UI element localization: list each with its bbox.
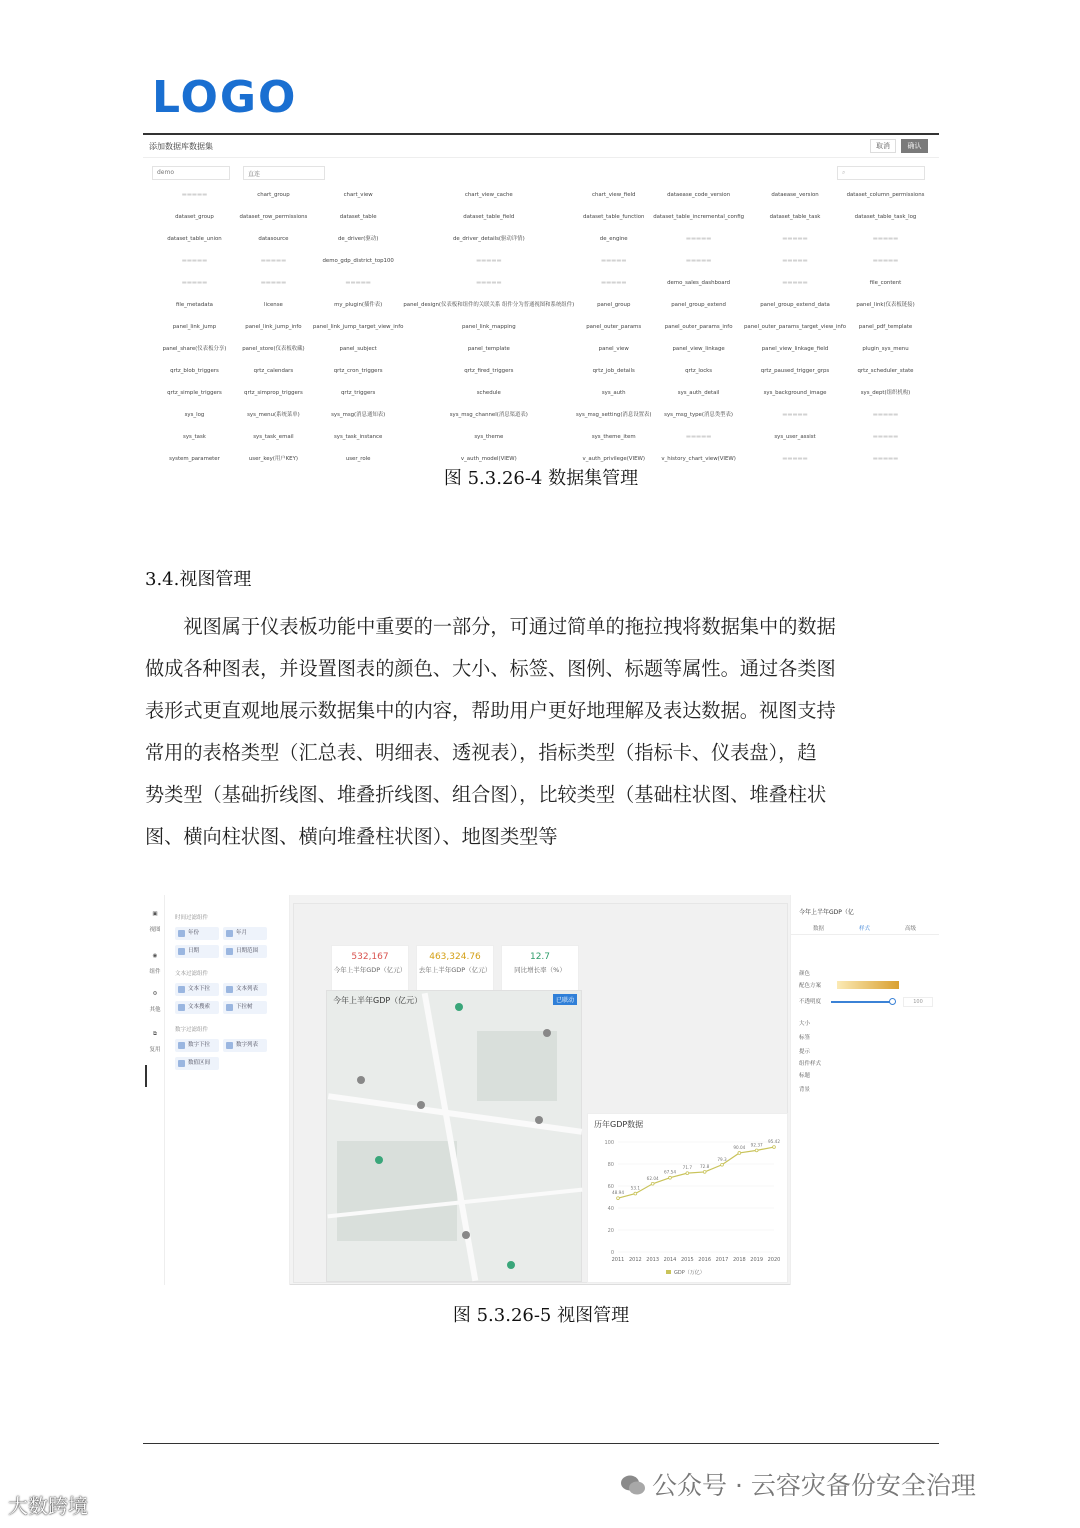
data-point — [686, 1172, 689, 1175]
paragraph-line: 表形式更直观地展示数据集中的内容，帮助用户更好地理解及表达数据。视图支持 — [145, 699, 836, 722]
legend-label: GDP（万亿） — [674, 1270, 705, 1276]
mode-select[interactable]: 直连 — [243, 166, 325, 180]
footer-divider — [143, 1443, 939, 1444]
title-section[interactable]: 标题 — [799, 1073, 811, 1079]
component-style-section[interactable]: 组件样式 — [799, 1061, 822, 1067]
data-point — [773, 1146, 776, 1149]
table-item[interactable]: qrtz_simple_triggers — [167, 390, 222, 396]
section-paragraph — [145, 606, 935, 858]
table-item[interactable]: ▬▬▬▬▬ — [872, 412, 899, 418]
table-item[interactable]: ▬▬▬▬▬ — [872, 456, 899, 462]
properties-panel — [790, 895, 938, 1285]
tab-style[interactable]: 样式 — [859, 926, 871, 932]
map-pin-icon[interactable] — [455, 1003, 463, 1011]
tooltip-section[interactable]: 提示 — [799, 1049, 811, 1055]
search-input[interactable] — [837, 166, 925, 180]
table-item[interactable]: dataset_table — [339, 214, 377, 220]
watermark-text: 大数跨境 — [8, 1494, 88, 1518]
table-item[interactable]: qrtz_locks — [685, 368, 713, 374]
x-tick-label: 2016 — [698, 1257, 712, 1263]
x-tick-label: 2013 — [646, 1257, 660, 1263]
watermark — [8, 1490, 88, 1519]
table-item[interactable]: panel_subject — [339, 346, 377, 352]
table-item[interactable]: panel_outer_params_info — [664, 324, 733, 330]
figure1-caption: 图 5.3.26-4 数据集管理 — [443, 468, 639, 489]
component-chip[interactable]: 文本下拉 — [175, 983, 219, 996]
table-item[interactable]: plugin_sys_menu — [862, 346, 909, 352]
data-label: 48.94 — [612, 1190, 624, 1196]
table-item[interactable]: panel_share(仪表板分享) — [162, 346, 227, 352]
table-item[interactable]: panel_view — [598, 346, 629, 352]
table-item[interactable]: ▬▬▬▬▬ — [872, 434, 899, 440]
table-item[interactable]: sys_msg(消息通知表) — [331, 412, 386, 418]
header-divider — [143, 133, 939, 135]
nav-other[interactable]: 其他 — [149, 1007, 161, 1013]
tab-advanced[interactable]: 高级 — [905, 926, 917, 932]
table-item[interactable]: demo_gdp_district_top100 — [322, 258, 394, 264]
left-nav — [143, 895, 165, 1285]
table-list — [155, 184, 925, 470]
table-item[interactable]: qrtz_paused_trigger_grps — [760, 368, 830, 374]
section-title: 3.4.视图管理 — [145, 569, 252, 590]
table-item[interactable]: qrtz_fired_triggers — [464, 368, 514, 374]
x-tick-label: 2015 — [680, 1257, 694, 1263]
table-item[interactable]: sys_auth_detail — [677, 390, 720, 396]
nav-reuse-icon[interactable]: ⧉ — [153, 1031, 157, 1037]
table-item[interactable]: ▬▬▬▬▬ — [782, 412, 808, 418]
kpi-value: 463,324.76 — [429, 952, 481, 962]
component-chip[interactable]: 数值区间 — [175, 1057, 219, 1070]
table-item[interactable]: panel_link_jump_info — [245, 324, 302, 330]
color-scheme-swatch[interactable] — [837, 981, 899, 989]
map-park — [337, 1141, 457, 1241]
component-chip[interactable]: 数字下拉 — [175, 1039, 219, 1052]
table-item[interactable]: ▬▬▬▬▬ — [181, 280, 208, 286]
table-item[interactable]: de_engine — [599, 236, 628, 242]
table-item[interactable]: panel_link_jump — [172, 324, 217, 330]
map-title: 今年上半年GDP（亿元） — [333, 996, 423, 1005]
table-item[interactable]: v_auth_privilege(VIEW) — [582, 456, 645, 462]
table-item[interactable]: sys_theme — [474, 434, 504, 440]
table-item[interactable]: sys_log — [184, 412, 205, 418]
x-tick-label: 2011 — [611, 1257, 625, 1263]
table-item[interactable]: sys_task_email — [253, 434, 294, 440]
x-tick-label: 2017 — [715, 1257, 729, 1263]
table-item[interactable]: qrtz_blob_triggers — [170, 368, 219, 374]
table-item[interactable]: sys_msg_type(消息类型表) — [664, 412, 734, 418]
group-title: 数字过滤组件 — [175, 1027, 209, 1033]
tab-data[interactable]: 数据 — [813, 926, 825, 932]
data-point — [669, 1176, 672, 1179]
table-item[interactable]: panel_group_extend — [671, 302, 726, 308]
table-item[interactable]: demo_sales_dashboard — [667, 280, 731, 286]
table-item[interactable]: user_key(用户KEY) — [248, 456, 298, 462]
background-section[interactable]: 背景 — [799, 1087, 811, 1093]
map-widget[interactable] — [326, 990, 582, 1282]
table-item[interactable]: dataset_row_permissions — [239, 214, 308, 220]
table-item[interactable]: panel_view_linkage — [672, 346, 725, 352]
paragraph-line: 势类型（基础折线图、堆叠折线图、组合图），比较类型（基础柱状图、堆叠柱状 — [145, 783, 827, 806]
data-label: 92.37 — [750, 1142, 763, 1148]
table-item[interactable]: sys_msg_setting(消息设置表) — [575, 412, 652, 418]
y-tick-label: 40 — [607, 1206, 614, 1212]
table-item[interactable]: panel_pdf_template — [858, 324, 913, 330]
confirm-button[interactable]: 确认 — [901, 139, 928, 153]
table-item[interactable]: file_metadata — [175, 302, 213, 308]
component-chip[interactable]: 文本列表 — [223, 983, 267, 996]
table-item[interactable]: ▬▬▬▬▬ — [782, 280, 808, 286]
data-point — [617, 1197, 620, 1200]
table-item[interactable]: ▬▬▬▬▬ — [600, 280, 627, 286]
line-chart-widget[interactable] — [587, 1113, 788, 1283]
dialog-title: 添加数据库数据集 — [149, 142, 213, 151]
data-label: 67.54 — [664, 1169, 676, 1175]
table-item[interactable]: system_parameter — [169, 456, 220, 462]
filter-components-panel — [165, 895, 290, 1285]
group-title: 时间过滤组件 — [175, 915, 209, 921]
kpi-value: 12.7 — [529, 952, 551, 962]
table-item[interactable]: ▬▬▬▬▬ — [345, 280, 371, 286]
x-tick-label: 2018 — [732, 1257, 746, 1263]
table-item[interactable]: datasource — [258, 236, 289, 242]
table-item[interactable]: ▬▬▬▬▬ — [260, 258, 287, 264]
map-pin-icon[interactable] — [535, 1116, 543, 1124]
nav-active-indicator — [145, 1065, 147, 1087]
data-point — [738, 1152, 741, 1155]
map-park — [477, 1031, 557, 1101]
opacity-label: 不透明度 — [799, 999, 822, 1005]
table-item[interactable]: dataease_version — [771, 192, 819, 198]
table-item[interactable]: license — [264, 302, 283, 308]
map-pin-icon[interactable] — [357, 1076, 365, 1084]
table-item[interactable]: dataset_table_task_log — [854, 214, 917, 220]
figure2-caption: 图 5.3.26-5 视图管理 — [452, 1305, 630, 1326]
component-chip[interactable]: 文本搜索 — [175, 1001, 219, 1014]
table-item[interactable]: de_driver(驱动) — [338, 236, 379, 242]
nav-component[interactable]: 组件 — [149, 969, 161, 975]
table-item[interactable]: sys_task_instance — [333, 434, 383, 440]
table-item[interactable]: ▬▬▬▬▬ — [782, 456, 808, 462]
data-label: 95.42 — [768, 1139, 780, 1145]
search-icon: ⌕ — [842, 169, 846, 176]
map-pin-icon[interactable] — [543, 1029, 551, 1037]
chart-title: 历年GDP数据 — [594, 1120, 644, 1129]
table-item[interactable]: v_history_chart_view(VIEW) — [661, 456, 736, 462]
data-label: 71.7 — [682, 1165, 692, 1171]
table-item[interactable]: ▬▬▬▬▬ — [600, 258, 627, 264]
nav-reuse[interactable]: 复用 — [149, 1047, 161, 1053]
table-item[interactable]: panel_link(仪表板链接) — [856, 302, 915, 308]
table-item[interactable]: sys_background_image — [763, 390, 827, 396]
table-item[interactable]: ▬▬▬▬▬ — [476, 280, 502, 286]
table-item[interactable]: ▬▬▬▬▬ — [685, 434, 712, 440]
table-item[interactable]: file_content — [869, 280, 902, 286]
color-scheme-label: 配色方案 — [799, 983, 822, 989]
table-item[interactable]: v_auth_model(VIEW) — [460, 456, 517, 462]
opacity-slider-handle[interactable] — [889, 998, 896, 1005]
data-point — [634, 1192, 637, 1195]
table-item[interactable]: sys_user_assist — [774, 434, 816, 440]
y-tick-label: 0 — [610, 1250, 614, 1256]
x-tick-label: 2020 — [767, 1257, 781, 1263]
table-item[interactable]: panel_link_mapping — [462, 324, 516, 330]
table-item[interactable]: panel_link_jump_target_view_info — [312, 324, 404, 330]
table-item[interactable]: ▬▬▬▬▬ — [782, 258, 808, 264]
y-tick-label: 20 — [607, 1228, 614, 1234]
kpi-label: 同比增长率（%） — [514, 966, 566, 974]
kpi-value: 532,167 — [351, 952, 389, 962]
data-point — [721, 1163, 724, 1166]
y-tick-label: 60 — [607, 1184, 614, 1190]
table-item[interactable]: sys_menu(系统菜单) — [247, 412, 300, 418]
kpi-card[interactable] — [416, 945, 494, 991]
table-item[interactable]: panel_store(仪表板收藏) — [242, 346, 305, 352]
table-item[interactable]: ▬▬▬▬▬ — [181, 258, 208, 264]
nav-other-icon[interactable]: ⚙ — [152, 991, 158, 997]
nav-view[interactable]: 视图 — [149, 927, 161, 933]
table-item[interactable]: ▬▬▬▬▬ — [872, 236, 899, 242]
nav-component-icon[interactable]: ◉ — [152, 953, 158, 959]
y-tick-label: 100 — [604, 1140, 614, 1146]
table-item[interactable]: qrtz_scheduler_state — [857, 368, 914, 374]
group-title: 文本过滤组件 — [175, 971, 209, 977]
table-item[interactable]: ▬▬▬▬▬ — [872, 258, 899, 264]
kpi-label: 去年上半年GDP（亿元） — [418, 966, 492, 974]
table-item[interactable]: panel_outer_params — [586, 324, 642, 330]
data-point — [755, 1149, 758, 1152]
component-chip[interactable]: 下拉树 — [223, 1001, 267, 1014]
table-item[interactable]: panel_view_linkage_field — [761, 346, 829, 352]
table-item[interactable]: chart_view_cache — [464, 192, 513, 198]
x-tick-label: 2012 — [628, 1257, 642, 1263]
table-item[interactable]: dataset_column_permissions — [846, 192, 925, 198]
map-pin-icon[interactable] — [462, 1231, 470, 1239]
datasource-select[interactable]: demo — [152, 166, 230, 180]
table-item[interactable]: sys_msg_channel(消息渠道表) — [449, 412, 528, 418]
x-tick-label: 2014 — [663, 1257, 677, 1263]
table-item[interactable]: dataset_table_incremental_config — [653, 214, 745, 220]
table-item[interactable]: dataset_group — [175, 214, 214, 220]
table-item[interactable]: qrtz_simprop_triggers — [244, 390, 303, 396]
table-item[interactable]: my_plugin(插件表) — [334, 302, 383, 308]
table-item[interactable]: sys_dept(组织机构) — [860, 390, 911, 396]
table-item[interactable]: panel_group_extend_data — [760, 302, 830, 308]
data-point — [703, 1171, 706, 1174]
table-item[interactable]: user_role — [345, 456, 371, 462]
size-section[interactable]: 大小 — [799, 1021, 811, 1027]
account-credit — [620, 1466, 976, 1502]
data-label: 53.1 — [630, 1185, 640, 1191]
kpi-label: 今年上半年GDP（亿元） — [333, 966, 407, 974]
logo: LOGO — [152, 72, 298, 123]
paragraph-line: 做成各种图表，并设置图表的颜色、大小、标签、图例、标题等属性。通过各类图 — [145, 657, 836, 680]
data-label: 90.04 — [733, 1144, 746, 1150]
table-item[interactable]: dataset_table_union — [167, 236, 222, 242]
color-section[interactable]: 颜色 — [799, 971, 811, 977]
view-editor-screenshot — [143, 895, 938, 1285]
table-item[interactable]: qrtz_job_details — [592, 368, 635, 374]
table-item[interactable]: dataset_table_task — [769, 214, 821, 220]
table-item[interactable]: schedule — [476, 390, 501, 396]
table-item[interactable]: chart_view — [343, 192, 373, 198]
legend-swatch — [666, 1270, 671, 1274]
properties-tabs — [791, 923, 939, 935]
table-item[interactable]: dataease_code_version — [667, 192, 731, 198]
table-item[interactable]: sys_task — [183, 434, 206, 440]
table-item[interactable]: ▬▬▬▬▬ — [260, 280, 287, 286]
linkage-tag[interactable]: 已联动 — [553, 994, 577, 1005]
line-chart — [588, 1114, 789, 1284]
data-point — [651, 1182, 654, 1185]
table-item[interactable]: chart_view_field — [591, 192, 636, 198]
map-pin-icon[interactable] — [507, 1261, 515, 1269]
y-tick-label: 80 — [607, 1162, 614, 1168]
table-item[interactable]: panel_outer_params_target_view_info — [744, 324, 847, 330]
opacity-input[interactable]: 100 — [903, 997, 933, 1007]
kpi-card[interactable] — [501, 945, 579, 991]
dialog-header — [143, 136, 939, 158]
table-item[interactable]: ▬▬▬▬▬ — [685, 258, 712, 264]
table-item[interactable]: ▬▬▬▬▬ — [181, 192, 208, 198]
table-item[interactable]: ▬▬▬▬▬ — [476, 258, 502, 264]
table-item[interactable]: panel_template — [467, 346, 510, 352]
table-item[interactable]: panel_group — [597, 302, 631, 308]
table-item[interactable]: qrtz_calendars — [253, 368, 294, 374]
paragraph-line: 常用的表格类型（汇总表、明细表、透视表），指标类型（指标卡、仪表盘），趋 — [145, 741, 817, 764]
component-chip[interactable]: 日期范围 — [223, 945, 267, 958]
data-label: 79.3 — [717, 1156, 727, 1162]
opacity-slider[interactable] — [831, 1001, 893, 1003]
data-label: 62.04 — [646, 1175, 659, 1181]
kpi-card[interactable] — [331, 945, 409, 991]
paragraph-line: 视图属于仪表板功能中重要的一部分，可通过简单的拖拉拽将数据集中的数据 — [183, 615, 836, 638]
table-item[interactable]: de_driver_details(驱动详情) — [452, 236, 525, 242]
cancel-button[interactable]: 取消 — [870, 139, 896, 153]
component-chip[interactable]: 年月 — [223, 927, 267, 940]
wechat-icon — [620, 1473, 646, 1497]
component-chip[interactable]: 年份 — [175, 927, 219, 940]
label-section[interactable]: 标签 — [799, 1035, 811, 1041]
table-item[interactable]: sys_theme_item — [591, 434, 636, 440]
data-label: 72.8 — [700, 1163, 710, 1169]
table-item[interactable]: qrtz_triggers — [341, 390, 376, 396]
x-tick-label: 2019 — [750, 1257, 764, 1263]
table-item[interactable]: dataset_table_function — [582, 214, 645, 220]
nav-view-icon[interactable]: ▣ — [152, 911, 158, 917]
component-chip[interactable]: 数字列表 — [223, 1039, 267, 1052]
account-text: 公众号 · 云容灾备份安全治理 — [652, 1471, 976, 1500]
table-item[interactable]: sys_auth — [601, 390, 626, 396]
paragraph-line: 图、横向柱状图、横向堆叠柱状图）、地图类型等 — [145, 825, 558, 848]
table-item[interactable]: ▬▬▬▬▬ — [685, 236, 712, 242]
table-item[interactable]: chart_group — [257, 192, 290, 198]
component-chip[interactable]: 日期 — [175, 945, 219, 958]
table-item[interactable]: panel_design(仪表板和组件的关联关系 组件分为普通视图和系统组件) — [403, 302, 575, 308]
table-item[interactable]: ▬▬▬▬▬ — [782, 236, 808, 242]
map-pin-icon[interactable] — [417, 1101, 425, 1109]
table-item[interactable]: qrtz_cron_triggers — [333, 368, 383, 374]
map-pin-icon[interactable] — [375, 1156, 383, 1164]
table-item[interactable]: dataset_table_field — [463, 214, 515, 220]
dataset-dialog-screenshot — [143, 136, 939, 462]
properties-title: 今年上半年GDP（亿 — [799, 909, 854, 916]
